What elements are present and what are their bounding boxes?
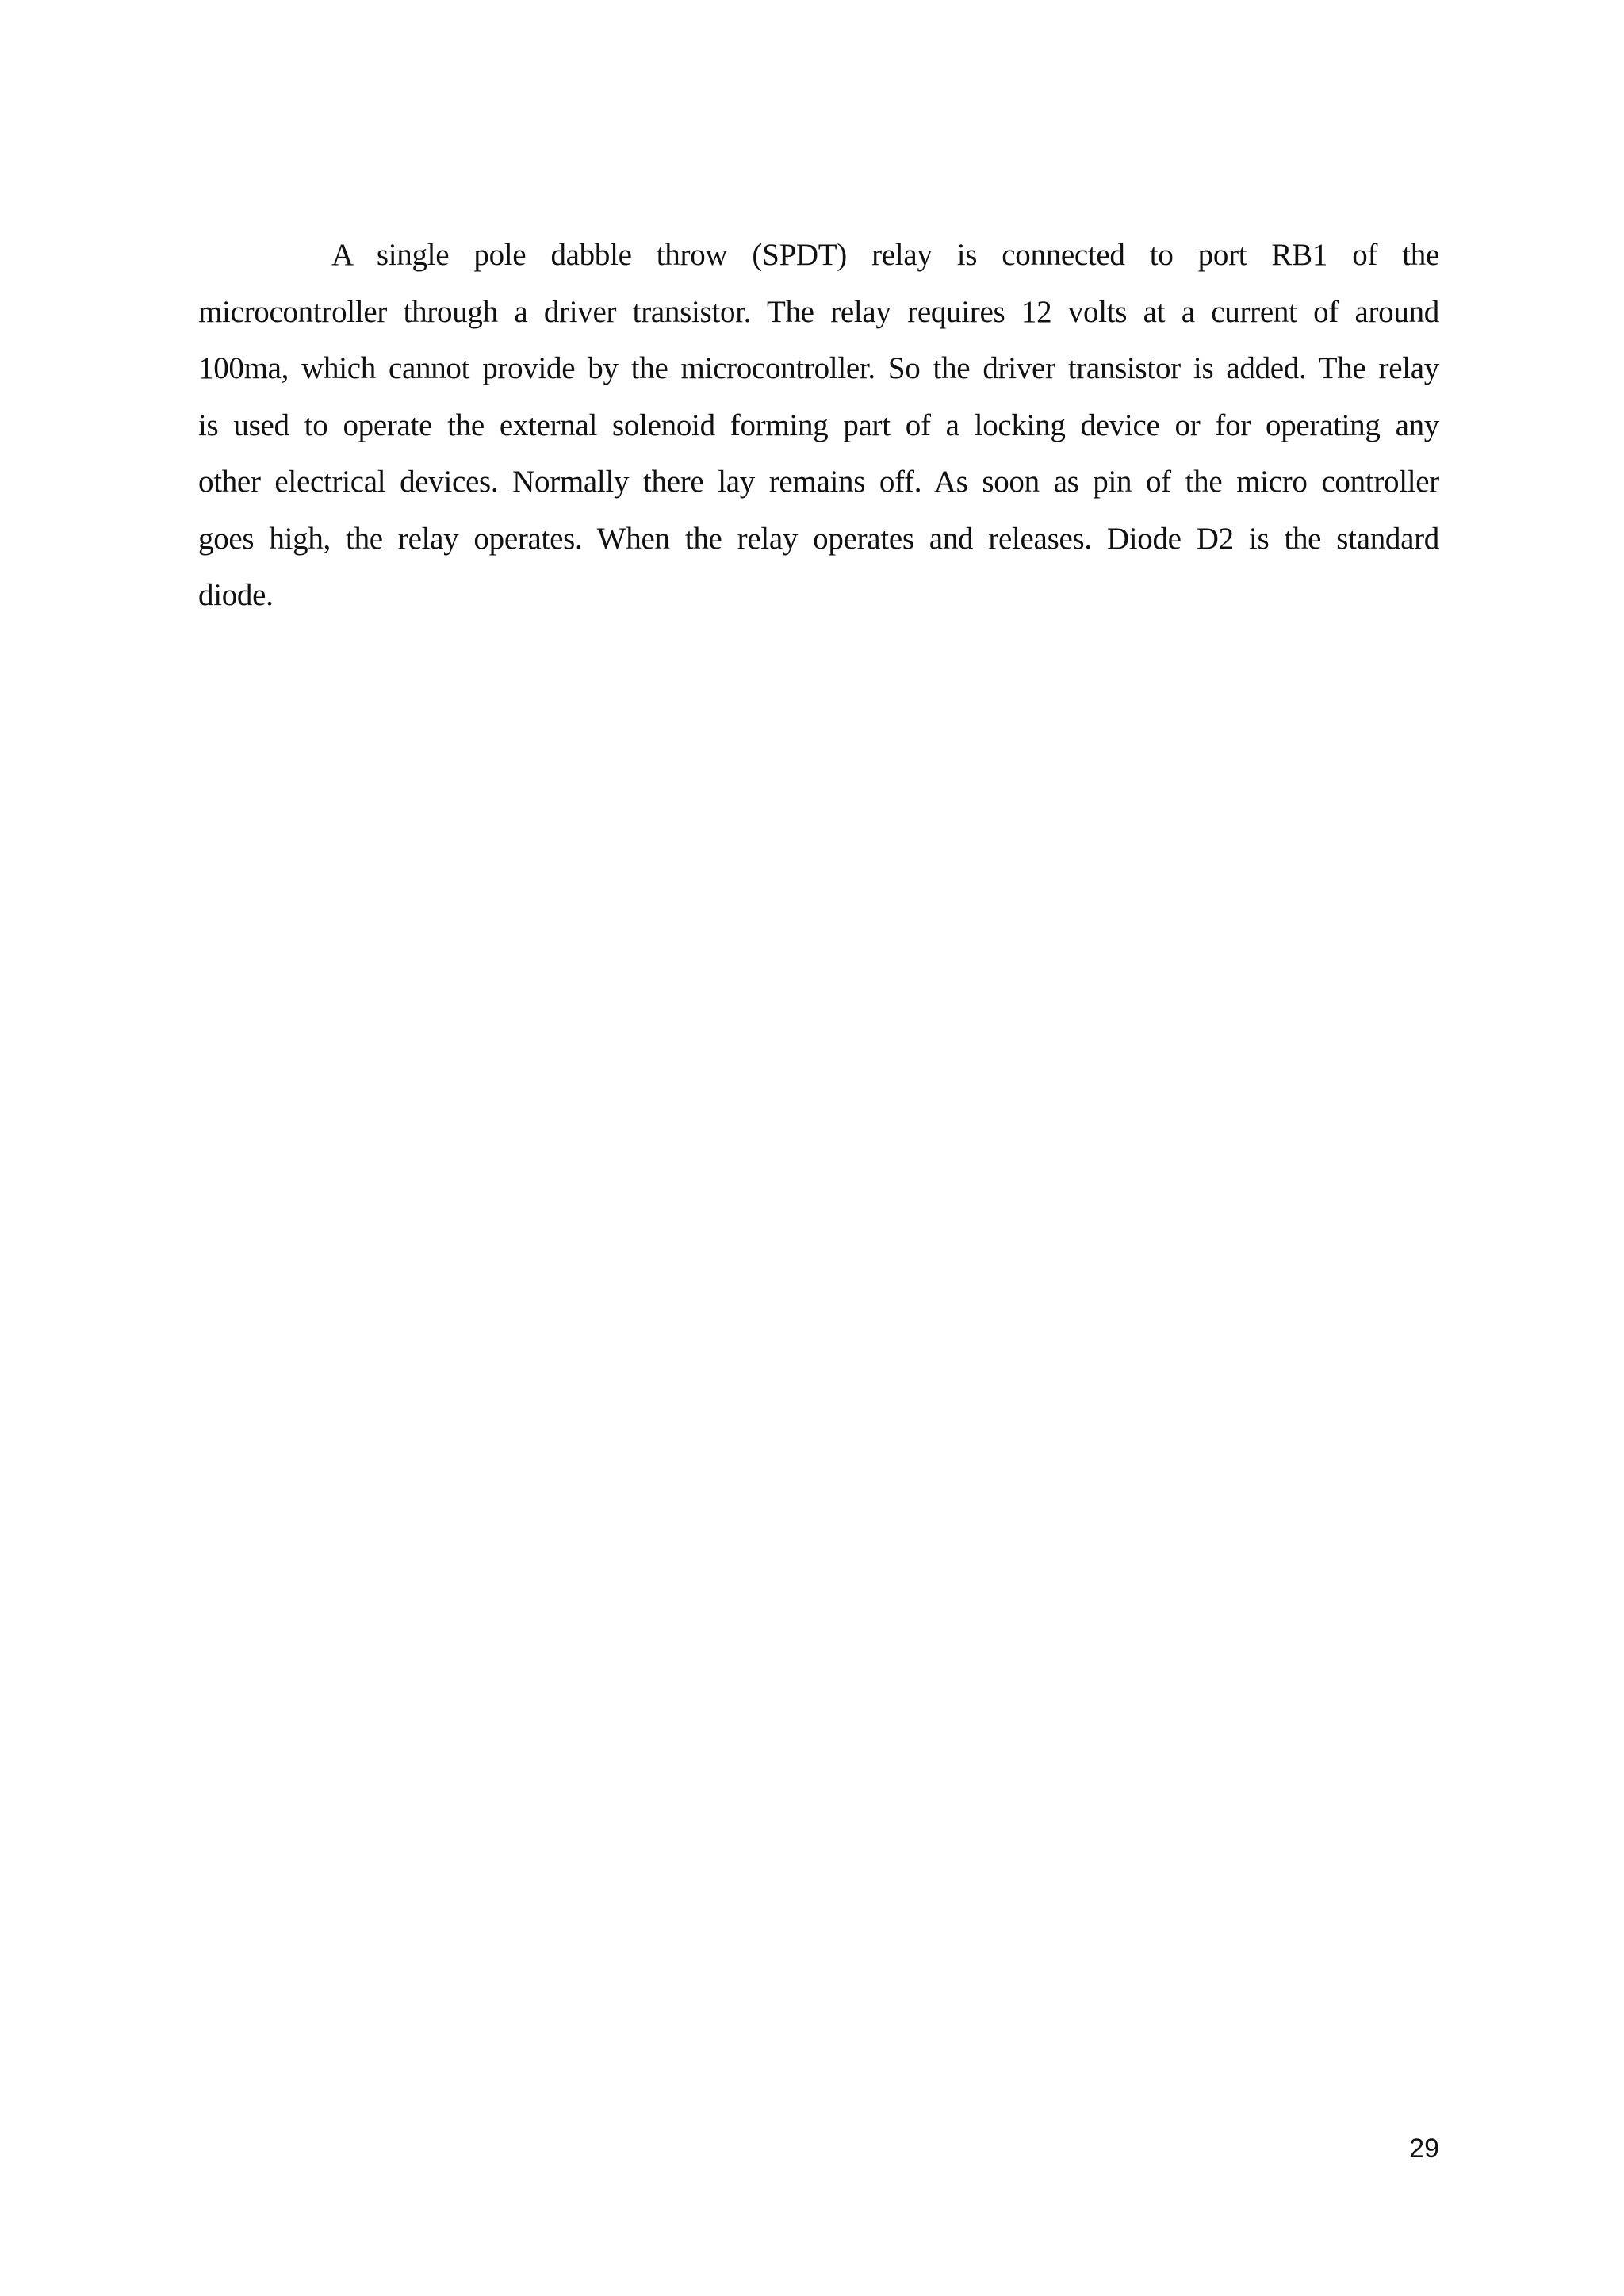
page-number: 29 bbox=[1409, 2133, 1439, 2164]
body-paragraph: A single pole dabble throw (SPDT) relay is connected to port RB1 of the microcontroller through a driver transistor. The relay requires 12 volts at a current of around 100ma, which cannot provide by the microcontroller. So the driver transistor is added. The relay is used to operate the external solenoid forming part of a locking device or for operating any other electrical devices. Normally there lay remains off. As soon as pin of the micro controller goes high, the relay operates. When the relay operates and releases. Diode D2 is the standard diode. bbox=[198, 238, 1439, 612]
